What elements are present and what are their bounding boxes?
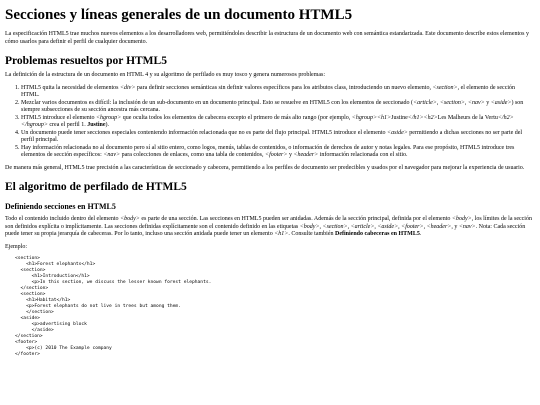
inline-code: <header>: [293, 152, 319, 158]
inline-code: <body>: [120, 216, 140, 222]
inline-code: </h2></hgroup>: [21, 114, 514, 128]
inline-code: <nav>: [103, 152, 121, 158]
inline-code: <body>: [451, 216, 472, 222]
problems-heading: Problemas resueltos por HTML5: [5, 55, 167, 67]
problems-list: [5, 85, 535, 160]
inline-code: <section>: [322, 223, 348, 230]
inline-code: <section>: [432, 84, 458, 91]
inline-code: <hgroup>: [95, 114, 122, 121]
inline-code: <article>: [350, 223, 375, 230]
list-item: 1. HTML5 quita la necesidad de elementos <div> para definir secciones semánticas sin definir valores específicos para los atributos class, introduciendo un nuevo elemento, <section>, el elemento de sección HTML.: [21, 85, 535, 100]
inline-code: <h1>: [274, 231, 289, 237]
code-example: <section> <h1>Forest elephants</h1> <section> <h1>Introduction</h1> <p>In this section, we discuss the lesser known forest elephants. </section> <section> <h1>Habitat</h1> <p>Forest elephants do not live in trees but among them. </section> <aside> <p>advertising block </aside> </section> <footer> <p>(c) 2010 The Example company </footer>: [15, 256, 212, 357]
algorithm-heading: El algoritmo de perfilado de HTML5: [5, 181, 187, 193]
problems-lead: La definición de la estructura de un documento en HTML 4 y su algoritmo de perfilado es muy tosco y genera numerosos problemas:: [5, 72, 326, 78]
inline-code: <section>: [439, 99, 465, 106]
inline-code: </h1><h2>: [407, 114, 438, 121]
headings-link[interactable]: Definiendo cabeceras en HTML5: [335, 231, 420, 237]
sections-subheading: Definiendo secciones en HTML5: [5, 202, 116, 211]
list-item: 5. Hay información relacionada no al documento pero sí al sitio entero, como logos, menús, tablas de contenidos, o información de derechos de autor y notas legales. Para ese propósito, HTML5 introduce tres elementos de sección específicos: <nav> para colecciones de enlaces, como una tabla de contenidos, <footer> y <header> información relacionada con el sitio.: [21, 145, 535, 160]
inline-code: <nav>: [467, 99, 485, 106]
list-item: 4. Un documento puede tener secciones especiales conteniendo información relacionada que no es parte del flujo principal. HTML5 introduce el elemento <aside> permitiendo a dichas secciones no ser parte del perfil principal.: [21, 130, 535, 145]
inline-code: <aside>: [387, 129, 408, 136]
list-item: 3. HTML5 introduce el elemento <hgroup> que oculta todos los elementos de cabecera excepto el primero de más alto rango (por ejemplo, <hgroup><h1>Justine</h1><h2>Les Malheurs de la Vertu</h2></hgroup> crea el perfil 1. Justine).: [21, 115, 535, 130]
inline-code: <body>: [299, 223, 320, 230]
intro-paragraph: La especificación HTML5 trae muchos nuevos elementos a los desarrolladores web, permitiéndoles describir la estructura de un documento web con semántica estandarizada. Este documento describe estos elementos y cómo usarlos para definir el perfil de cualquier documento.: [5, 31, 529, 45]
problems-closing: De manera más general, HTML5 trae precisión a las características de seccionado y cabecera, permitiendo a los perfiles de documento ser predecibles y usados por el navegador para mejorar la experiencia de usuario.: [5, 164, 525, 171]
inline-code: <aside>: [490, 99, 512, 106]
inline-code: <nav>: [458, 223, 476, 230]
inline-code: <footer>: [401, 223, 424, 230]
sections-paragraph: Todo el contenido incluido dentro del elemento <body> es parte de una sección. Las secciones en HTML5 pueden ser anidadas. Además de la sección principal, definida por el elemento <body>, los límites de la sección son definidos explícita o implícitamente. Las secciones definidas explícitamente son el contenido definido en las etiquetas <body>, <section>, <article>, <aside>, <footer>, <header>, y <nav>. Nota: Cada sección puede tener su propia jerarquía de cabeceras. Por lo tanto, incluso una sección anidada puede tener un elemento <h1>. Consulte también Definiendo cabeceras en HTML5.: [5, 216, 532, 237]
inline-code: <hgroup><h1>: [351, 114, 392, 121]
page-title: Secciones y líneas generales de un documento HTML5: [5, 7, 353, 23]
inline-code: <footer>: [265, 152, 288, 158]
inline-code: <aside>: [377, 223, 399, 230]
inline-code: <header>: [426, 223, 452, 230]
inline-code: <div>: [119, 84, 136, 91]
example-label: Ejemplo:: [5, 243, 27, 250]
inline-code: <article>: [413, 99, 437, 106]
list-item: 2. Mezclar varios documentos es difícil: la inclusión de un sub-documento en un documento principal. Esto se resuelve en HTML5 con los elementos de seccionado (<article>, <section>, <nav> y <aside>) son siempre subsecciones de su sección ancestra más cercana.: [21, 100, 535, 115]
